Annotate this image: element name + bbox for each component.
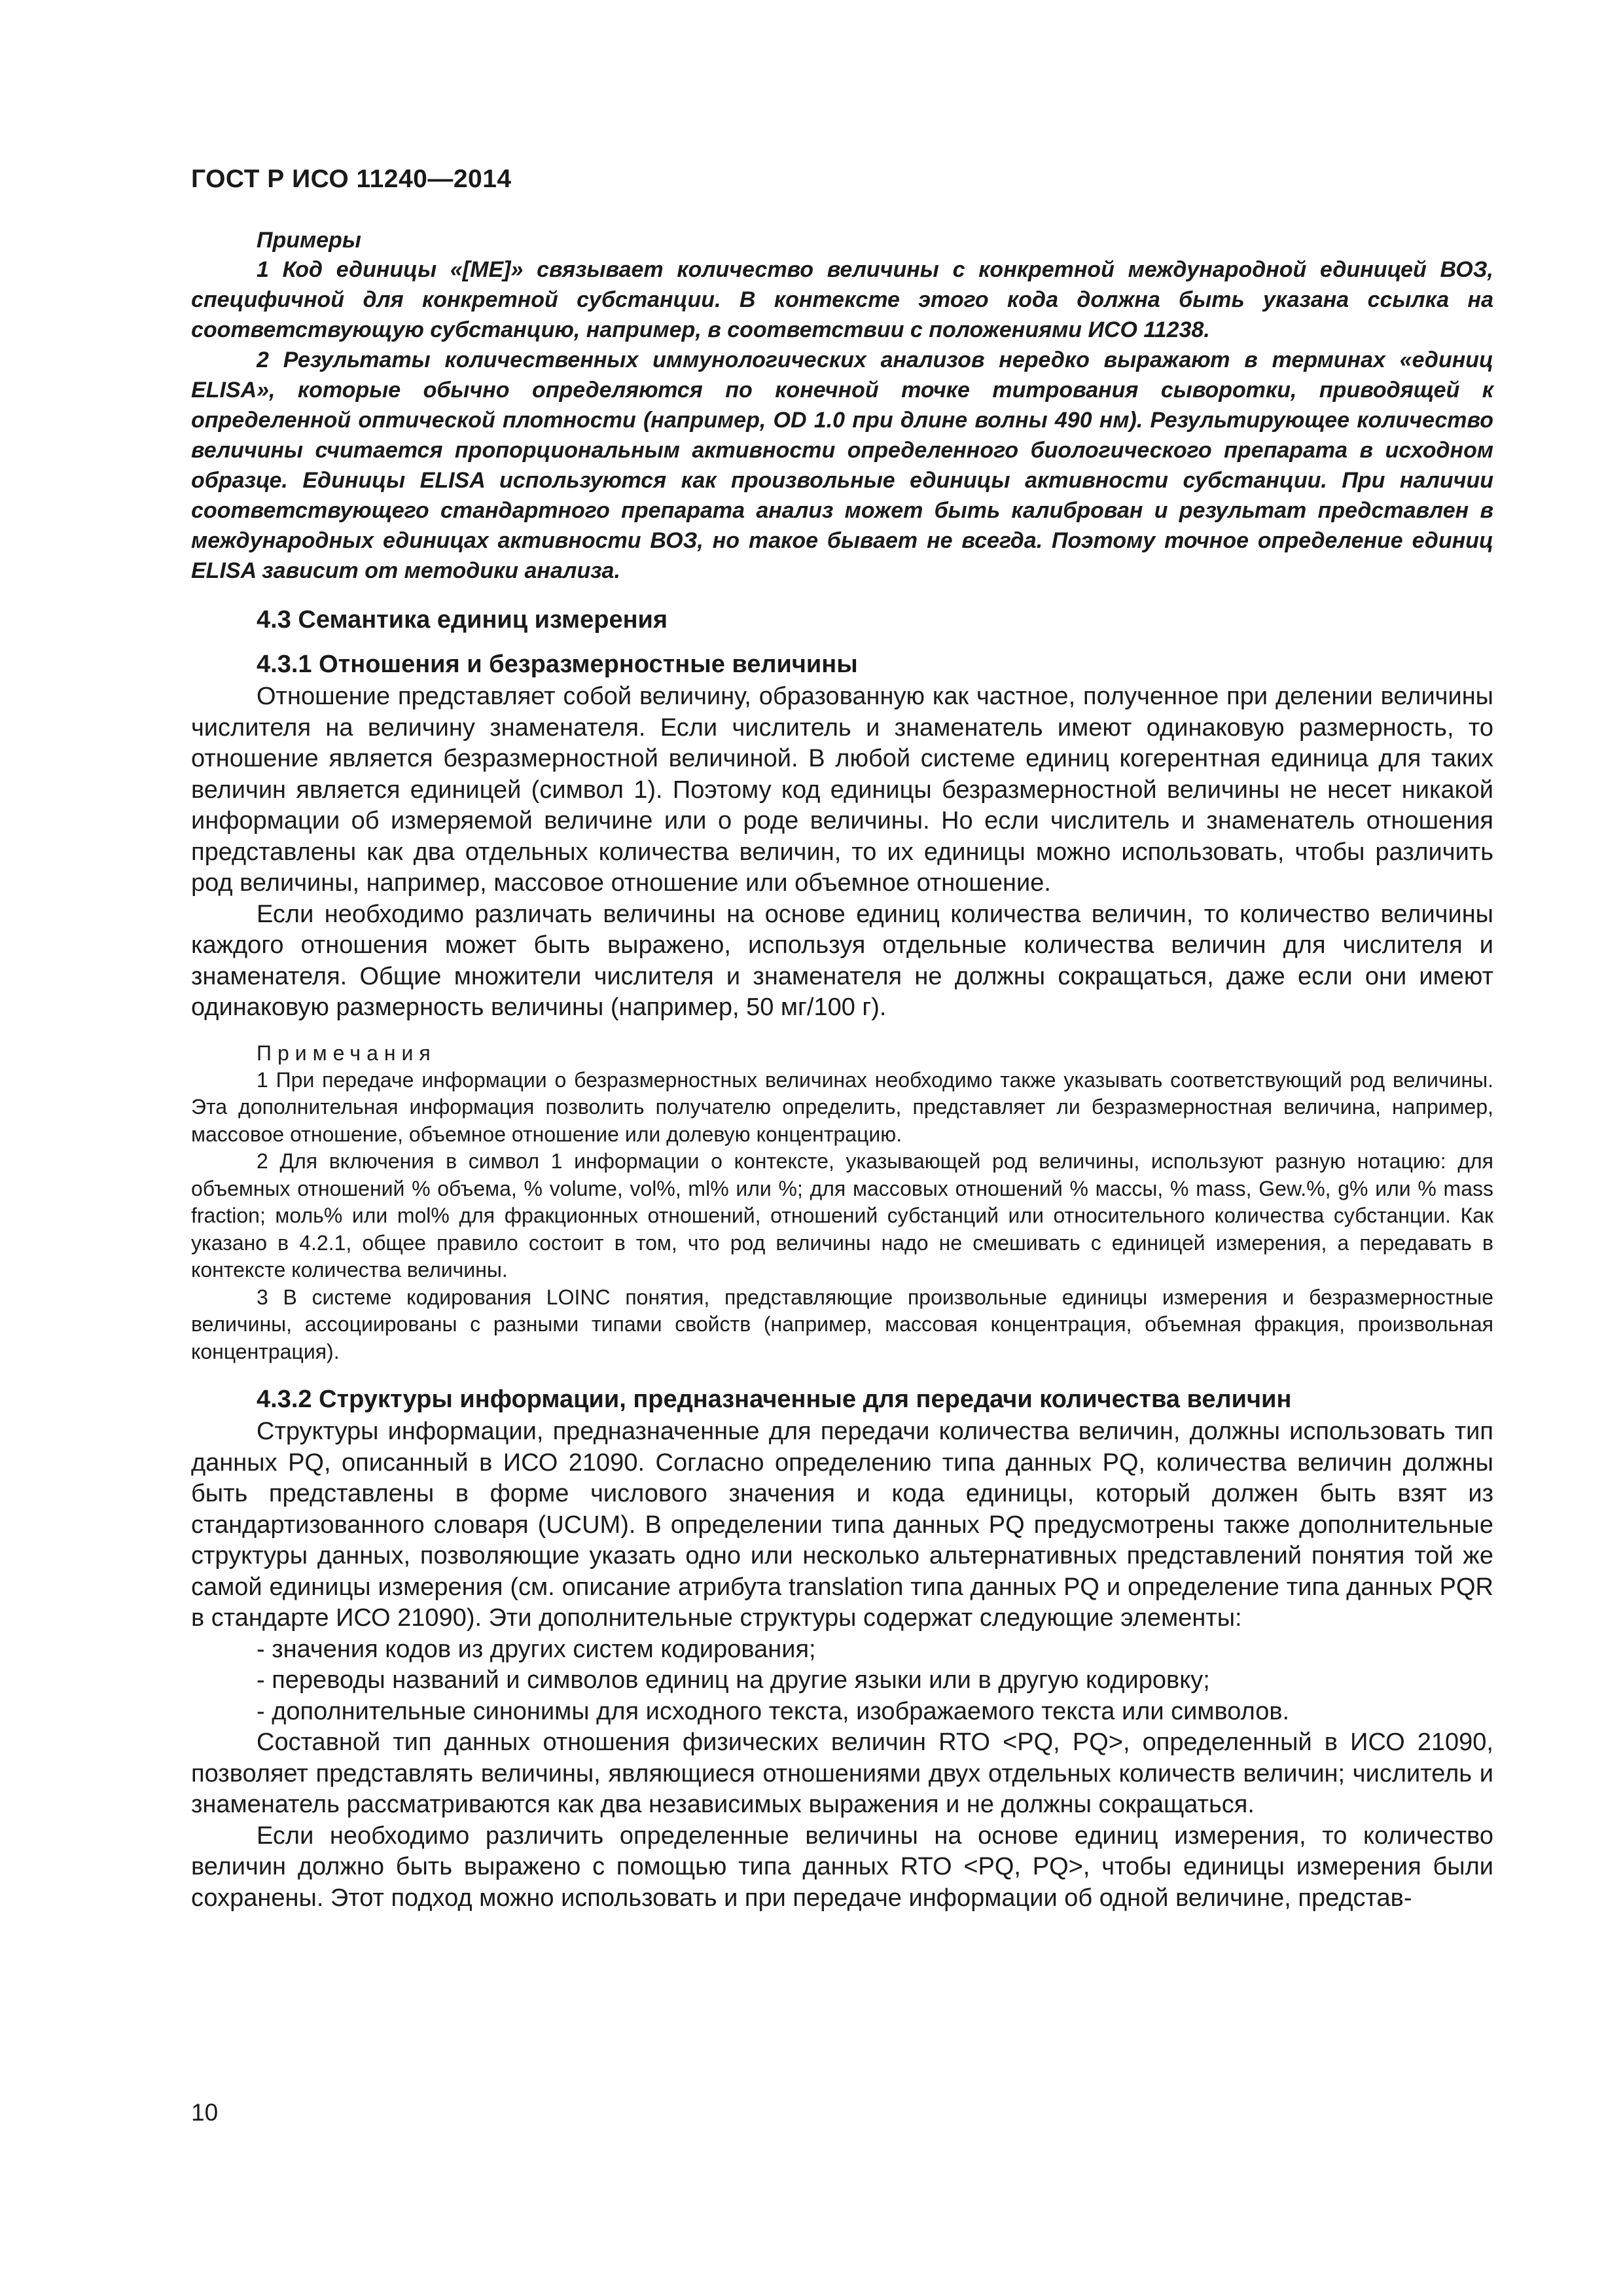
document-header: ГОСТ Р ИСО 11240—2014 xyxy=(191,165,512,193)
note-item: 3 В системе кодирования LOINC понятия, представляющие произвольные единицы измерения и безразмерностные величины, ассоциированы с разными типами свойств (например, массовая концентрация, объемная фракция, произвольная концентрация). xyxy=(191,1285,1493,1363)
page-body xyxy=(191,226,1493,1914)
example-item: 2 Результаты количественных иммунологических анализов нередко выражают в терминах «единиц ELISA», которые обычно определяются по конечной точке титрования сыворотки, приводящей к определенной оптической плотности (например, OD 1.0 при длине волны 490 нм). Результирующее количество величины считается пропорциональным активности определенного биологического препарата в исходном образце. Единицы ELISA используются как произвольные единицы активности субстанции. При наличии соответствующего стандартного препарата анализ может быть калиброван и результат представлен в международных единицах активности ВОЗ, но такое бывает не всегда. Поэтому точное определение единиц ELISA зависит от методики анализа. xyxy=(191,348,1493,583)
examples-title: Примеры xyxy=(257,228,361,253)
note-item: 1 При передаче информации о безразмерностных величинах необходимо также указывать соответствующий род величины. Эта дополнительная информация позволить получателю определить, представляет ли безразмерностная величина, например, массовое отношение, объемное отношение или долевую концентрацию. xyxy=(191,1067,1493,1146)
list-item: - значения кодов из других систем кодирования; xyxy=(257,1635,816,1663)
section-heading-4-3-2: 4.3.2 Структуры информации, предназначенные для передачи количества величин xyxy=(257,1386,1292,1413)
paragraph: Отношение представляет собой величину, образованную как частное, полученное при делении величины числителя на величину знаменателя. Если числитель и знаменатель имеют одинаковую размерность, то отношение является безразмерностной величиной. В любой системе единиц когерентная единица для таких величин является единицей (символ 1). Поэтому код единицы безразмерностной величины не несет никакой информации об измеряемой величине или о роде величины. Но если числитель и знаменатель отношения представлены как два отдельных количества величин, то их единицы можно использовать, чтобы различить род величины, например, массовое отношение или объемное отношение. xyxy=(191,683,1493,897)
notes-block xyxy=(191,1039,1493,1366)
page-number: 10 xyxy=(191,2099,219,2126)
paragraph: Если необходимо различать величины на основе единиц количества величин, то количество величины каждого отношения может быть выражено, используя отдельные количества величин для числителя и знаменателя. Общие множители числителя и знаменателя не должны сокращаться, даже если они имеют одинаковую размерность величины (например, 50 мг/100 г). xyxy=(191,900,1493,1021)
list-item: - дополнительные синонимы для исходного текста, изображаемого текста или символов. xyxy=(257,1697,1290,1725)
paragraph: Составной тип данных отношения физических величин RTO <PQ, PQ>, определенный в ИСО 21090, позволяет представлять величины, являющиеся отношениями двух отдельных количеств величин; числитель и знаменатель рассматриваются как два независимых выражения и не должны сокращаться. xyxy=(191,1729,1493,1818)
list-item: - переводы названий и символов единиц на другие языки или в другую кодировку; xyxy=(257,1666,1210,1694)
section-heading-4-3-1: 4.3.1 Отношения и безразмерностные величины xyxy=(257,651,858,678)
paragraph: Структуры информации, предназначенные для передачи количества величин, должны использовать тип данных PQ, описанный в ИСО 21090. Согласно определению типа данных PQ, количества величин должны быть представлены в форме числового значения и кода единицы, который должен быть взят из стандартизованного словаря (UCUM). В определении типа данных PQ предусмотрены также дополнительные структуры данных, позволяющие указать одно или несколько альтернативных представлений понятия той же самой единицы измерения (см. описание атрибута translation типа данных PQ и определение типа данных PQR в стандарте ИСО 21090). Эти дополнительные структуры содержат следующие элементы: xyxy=(191,1418,1493,1632)
notes-title: Примечания xyxy=(257,1041,437,1065)
paragraph: Если необходимо различить определенные величины на основе единиц измерения, то количество величин должно быть выражено с помощью типа данных RTO <PQ, PQ>, чтобы единицы измерения были сохранены. Этот подход можно использовать и при передаче информации об одной величине, представ- xyxy=(191,1821,1493,1912)
section-heading-4-3: 4.3 Семантика единиц измерения xyxy=(257,606,668,634)
elements-list xyxy=(191,1634,1493,1728)
example-item: 1 Код единицы «[ME]» связывает количество величины с конкретной международной единицей ВОЗ, специфичной для конкретной субстанции. В контексте этого кода должна быть указана ссылка на соответствующую субстанцию, например, в соответствии с положениями ИСО 11238. xyxy=(191,257,1493,342)
note-item: 2 Для включения в символ 1 информации о контексте, указывающей род величины, используют разную нотацию: для объемных отношений % объема, % volume, vol%, ml% или %; для массовых отношений % массы, % mass, Gew.%, g% или % mass fraction; моль% или mol% для фракционных отношений, отношений субстанций или относительного количества субстанции. Как указано в 4.2.1, общее правило состоит в том, что род величины надо не смешивать с единицей измерения, а передавать в контексте количества величины. xyxy=(191,1149,1493,1282)
examples-block xyxy=(191,226,1493,586)
